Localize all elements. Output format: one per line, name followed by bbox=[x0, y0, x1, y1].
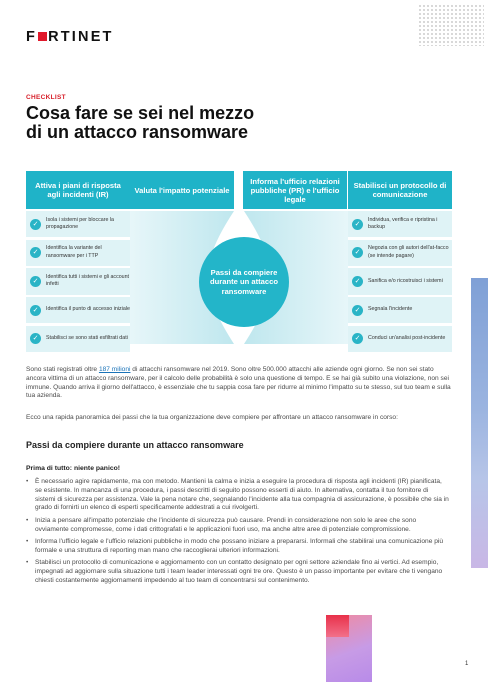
list-item-text: Identifica la variante del ransomware per i TTP bbox=[46, 245, 102, 259]
bullet-item: • Inizia a pensare all'impatto potenziale che l'incidente di sicurezza può causare. Prendi in considerazione non solo le aree che sono ovviamente compromesse, come i dati crittografati e le applicazioni fuori uso, ma anche altre aree di potenziale compromissione. bbox=[26, 517, 450, 535]
check-icon: ✓ bbox=[352, 333, 363, 344]
check-icon: ✓ bbox=[352, 219, 363, 230]
side-gradient-bar bbox=[471, 278, 488, 568]
check-icon: ✓ bbox=[352, 276, 363, 287]
list-item bbox=[348, 211, 452, 237]
list-item bbox=[348, 297, 452, 323]
title-line-2: di un attacco ransomware bbox=[26, 122, 249, 142]
list-item bbox=[348, 268, 452, 294]
intro-paragraph-1 bbox=[26, 366, 452, 401]
list-item-text: Identifica tutti i sistemi e gli account infetti bbox=[46, 274, 130, 288]
steps-bullet-list bbox=[26, 478, 450, 589]
list-item bbox=[348, 326, 452, 352]
fortinet-logo bbox=[26, 29, 114, 45]
column-header-ir-plan: Attiva i piani di risposta agli incidenti (IR) bbox=[26, 171, 130, 209]
intro-text-end: di attacchi ransomware nel 2019. Sono oltre 500.000 attacchi alle aziende ogni giorno. Se non sei stato ancora vittima di un attacco ransomware, per il calcolo delle probabilità è solo una questione di tempo. E se hai già subito una violazione, non sei immune. Quando arriva il giorno dell'attacco, è essenziale che tu sappia cosa fare per ridurre al minimo l'impatto su te stesso, sul tuo team e sulla tua azienda. bbox=[26, 366, 451, 400]
column-header-pr-legal: Informa l'ufficio relazioni pubbliche (PR) e l'ufficio legale bbox=[243, 171, 347, 209]
list-item-text: Sanifica e/o ricostruisci i sistemi bbox=[368, 277, 443, 284]
list-item-text: Identifica il punto di accesso iniziale bbox=[46, 306, 130, 313]
list-item bbox=[26, 268, 130, 294]
left-checklist bbox=[26, 211, 130, 354]
bullet-item: • Informa l'ufficio legale e l'ufficio relazioni pubbliche in modo che possano iniziare a prepararsi. Informali che stabilirai una comunicazione più formale e una struttura di reporting man mano che raccoglierai ulteriori informazioni. bbox=[26, 538, 450, 556]
statistic-link[interactable]: 187 milioni bbox=[98, 366, 131, 373]
column-header-impact: Valuta l'impatto potenziale bbox=[130, 171, 234, 209]
right-checklist bbox=[348, 211, 452, 354]
list-item-text: Negozia con gli autori dell'at-facco (se intende pagare) bbox=[368, 245, 449, 259]
section-heading: Passi da compiere durante un attacco ransomware bbox=[26, 440, 244, 450]
column-header-communication: Stabilisci un protocollo di comunicazione bbox=[348, 171, 452, 209]
check-icon: ✓ bbox=[30, 276, 41, 287]
check-icon: ✓ bbox=[30, 247, 41, 258]
list-item bbox=[26, 326, 130, 352]
page-number: 1 bbox=[465, 661, 469, 667]
section-subheading: Prima di tutto: niente panico! bbox=[26, 465, 121, 472]
logo-square-icon bbox=[38, 32, 47, 41]
list-item-text: Isola i sistemi per bloccare la propagazione bbox=[46, 216, 115, 231]
intro-paragraph-2: Ecco una rapida panoramica dei passi che la tua organizzazione deve compiere per affrontare un attacco ransomware in corso: bbox=[26, 414, 398, 421]
check-icon: ✓ bbox=[352, 247, 363, 258]
list-item bbox=[26, 211, 130, 237]
check-icon: ✓ bbox=[352, 305, 363, 316]
list-item-text: Stabilisci se sono stati esfiltrati dati bbox=[46, 335, 128, 342]
list-item-text: Segnala l'incidente bbox=[368, 306, 413, 313]
list-item-text: Conduci un'analisi post-incidente bbox=[368, 335, 446, 342]
list-item bbox=[26, 297, 130, 323]
list-item bbox=[26, 240, 130, 266]
kicker-label: CHECKLIST bbox=[26, 94, 66, 101]
logo-text-left: F bbox=[26, 29, 38, 45]
page-title bbox=[26, 104, 326, 142]
check-icon: ✓ bbox=[30, 219, 41, 230]
dot-pattern-decoration bbox=[418, 4, 484, 46]
bullet-item: • È necessario agire rapidamente, ma con metodo. Mantieni la calma e inizia a eseguire la procedura di risposta agli incidenti (IR) pianificata, se esistente. In mancanza di una procedura, i passi descritti di seguito possono esserti di aiuto. In alternativa, contatta il tuo fornitore di sistemi di sicurezza per assistenza. Vale la pena notare che, segnalando l'incidente alla tua compagnia di assicurazione, è possibile che sia in grado di fornirti un elenco di esperti specificamente addestrati a cui rivolgerti. bbox=[26, 478, 450, 513]
center-circle: Passi da compiere durante un attacco ransomware bbox=[199, 237, 289, 327]
check-icon: ✓ bbox=[30, 333, 41, 344]
bottom-red-block bbox=[326, 615, 349, 637]
intro-text-start: Sono stati registrati oltre bbox=[26, 366, 99, 373]
list-item-text: Individua, verifica e ripristina i backup bbox=[368, 216, 438, 231]
title-line-1: Cosa fare se sei nel mezzo bbox=[26, 103, 255, 123]
list-item bbox=[348, 240, 452, 266]
logo-text-right: RTINET bbox=[48, 29, 114, 45]
bullet-item: • Stabilisci un protocollo di comunicazione e aggiornamento con un contatto designato per ogni settore aziendale fino ai vertici. Ad esempio, impegnati ad aggiornare sulla situazione tutti i team leader interessati ogni tre ore. Questo è un passo importante per evitare che ti vengano chiesti costantemente aggiornamenti impedendo al tuo team di concentrarsi sul contenimento. bbox=[26, 559, 450, 585]
check-icon: ✓ bbox=[30, 305, 41, 316]
